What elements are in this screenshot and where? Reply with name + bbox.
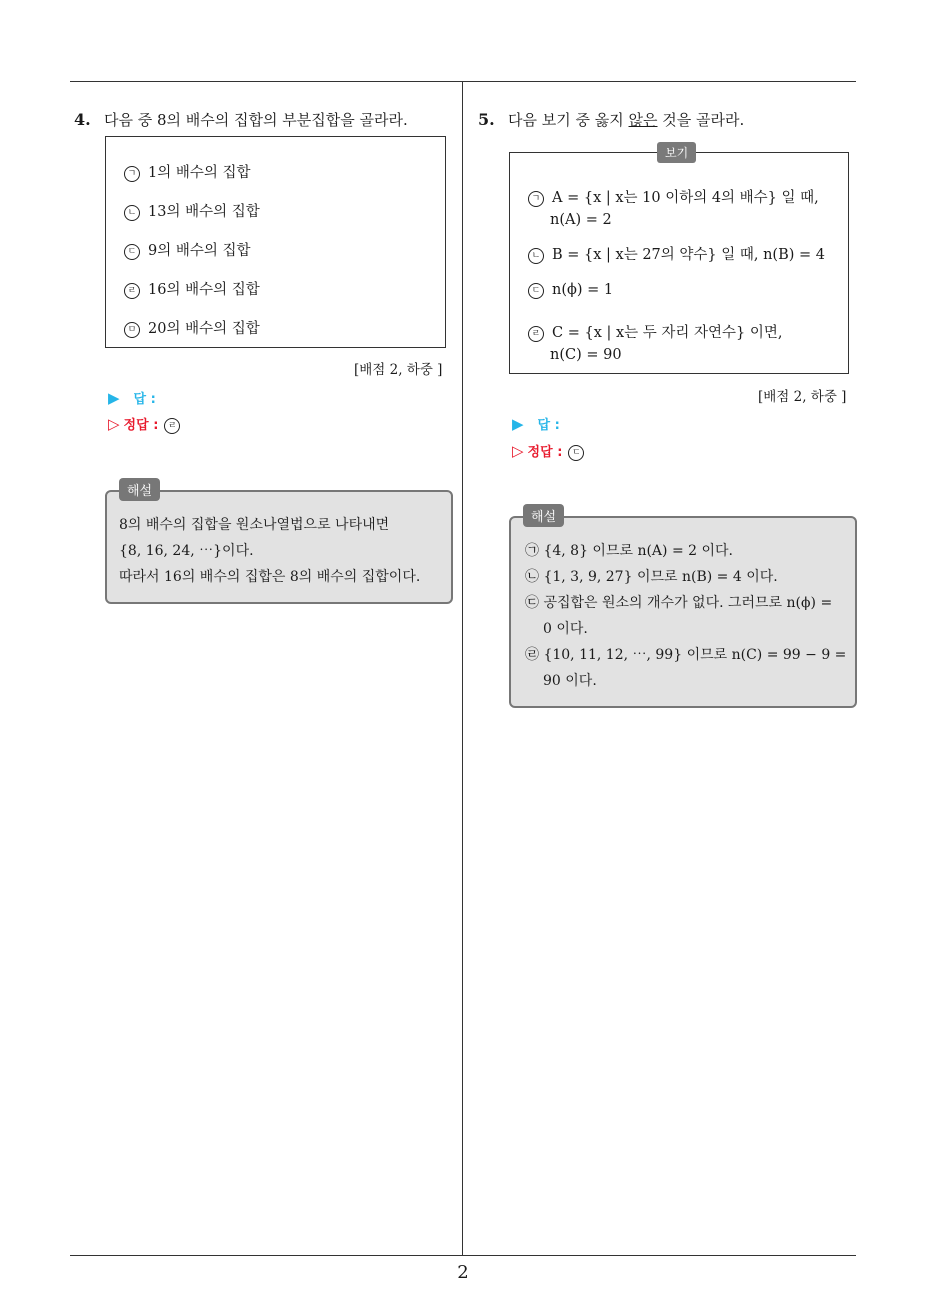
option-mark: ㄷ — [124, 244, 140, 260]
bogi-tab: 보기 — [657, 142, 696, 163]
explanation-tab: 해설 — [523, 504, 564, 527]
option-text: 13의 배수의 집합 — [148, 204, 260, 220]
explanation-tab: 해설 — [119, 478, 160, 501]
score-meta: [배점 2, 하중 ] — [354, 362, 443, 378]
answer-label: 답 : — [537, 418, 560, 433]
statement-mark: ㄱ — [528, 191, 544, 207]
explanation-line-4: 0 이다. — [543, 621, 588, 637]
key-arrow-icon: ▷ — [512, 442, 524, 460]
page-number: 2 — [457, 1262, 469, 1283]
answer-label: 답 : — [133, 392, 156, 407]
correct-answer-row — [108, 414, 188, 434]
explanation-line-1: ㉠ {4, 8} 이므로 n(A) = 2 이다. — [525, 543, 733, 559]
option-text: 20의 배수의 집합 — [148, 321, 260, 337]
question-text-pre: 다음 보기 중 옳지 — [508, 111, 629, 129]
top-rule — [70, 81, 856, 82]
key-arrow-icon: ▷ — [108, 415, 120, 433]
option-2[interactable] — [124, 200, 260, 221]
options-box — [105, 136, 446, 348]
explanation-box — [105, 490, 453, 604]
option-1[interactable] — [124, 161, 251, 182]
key-label: 정답 : — [123, 418, 159, 433]
option-5[interactable] — [124, 317, 260, 338]
answer-arrow-icon: ▶ — [108, 389, 120, 407]
statement-1[interactable] — [528, 186, 819, 207]
option-text: 1의 배수의 집합 — [148, 165, 251, 181]
key-label: 정답 : — [527, 445, 563, 460]
question-number: 5. — [478, 110, 495, 129]
statement-2[interactable] — [528, 243, 825, 264]
statement-3[interactable] — [528, 282, 613, 299]
option-mark: ㄴ — [124, 205, 140, 221]
explanation-line-1: 8의 배수의 집합을 원소나열법으로 나타내면 — [119, 517, 390, 533]
question-5-header — [478, 109, 744, 130]
statement-mark: ㄷ — [528, 283, 544, 299]
question-text — [508, 109, 744, 130]
question-text-emphasis: 않은 — [628, 111, 658, 129]
explanation-line-6: 90 이다. — [543, 673, 597, 689]
explanation-line-2: ㉡ {1, 3, 9, 27} 이므로 n(B) = 4 이다. — [525, 569, 778, 585]
option-mark: ㄹ — [124, 283, 140, 299]
statement-4-cont: n(C) = 90 — [550, 347, 622, 363]
question-text-post: 것을 골라라. — [657, 111, 745, 129]
answer-row — [512, 414, 560, 433]
key-value: ㄷ — [568, 445, 584, 461]
explanation-box — [509, 516, 857, 708]
statement-1-cont: n(A) = 2 — [550, 212, 612, 228]
statement-text: B = {x | x는 27의 약수} 일 때, n(B) = 4 — [552, 247, 825, 263]
option-mark: ㅁ — [124, 322, 140, 338]
bogi-box — [509, 152, 849, 374]
key-value: ㄹ — [164, 418, 180, 434]
correct-answer-row — [512, 441, 592, 461]
statement-text: C = {x | x는 두 자리 자연수} 이면, — [552, 325, 783, 341]
option-3[interactable] — [124, 239, 251, 260]
answer-row — [108, 388, 156, 407]
option-mark: ㄱ — [124, 166, 140, 182]
statement-mark: ㄴ — [528, 248, 544, 264]
question-text: 다음 중 8의 배수의 집합의 부분집합을 골라라. — [104, 111, 408, 129]
explanation-line-5: ㉣ {10, 11, 12, ⋯, 99} 이므로 n(C) = 99 − 9 = — [525, 647, 847, 663]
statement-text: A = {x | x는 10 이하의 4의 배수} 일 때, — [552, 190, 819, 206]
statement-text: n(ϕ) = 1 — [552, 282, 614, 298]
explanation-line-3: 따라서 16의 배수의 집합은 8의 배수의 집합이다. — [119, 569, 421, 585]
question-number: 4. — [74, 110, 91, 129]
score-meta: [배점 2, 하중 ] — [758, 389, 847, 405]
statement-mark: ㄹ — [528, 326, 544, 342]
question-4-header — [74, 109, 408, 130]
option-text: 9의 배수의 집합 — [148, 243, 251, 259]
statement-4[interactable] — [528, 321, 782, 342]
bottom-rule — [70, 1255, 856, 1256]
column-divider — [462, 81, 463, 1256]
explanation-line-2: {8, 16, 24, ⋯}이다. — [119, 543, 254, 559]
option-text: 16의 배수의 집합 — [148, 282, 260, 298]
answer-arrow-icon: ▶ — [512, 415, 524, 433]
explanation-line-3: ㉢ 공집합은 원소의 개수가 없다. 그러므로 n(ϕ) = — [525, 595, 833, 611]
option-4[interactable] — [124, 278, 260, 299]
